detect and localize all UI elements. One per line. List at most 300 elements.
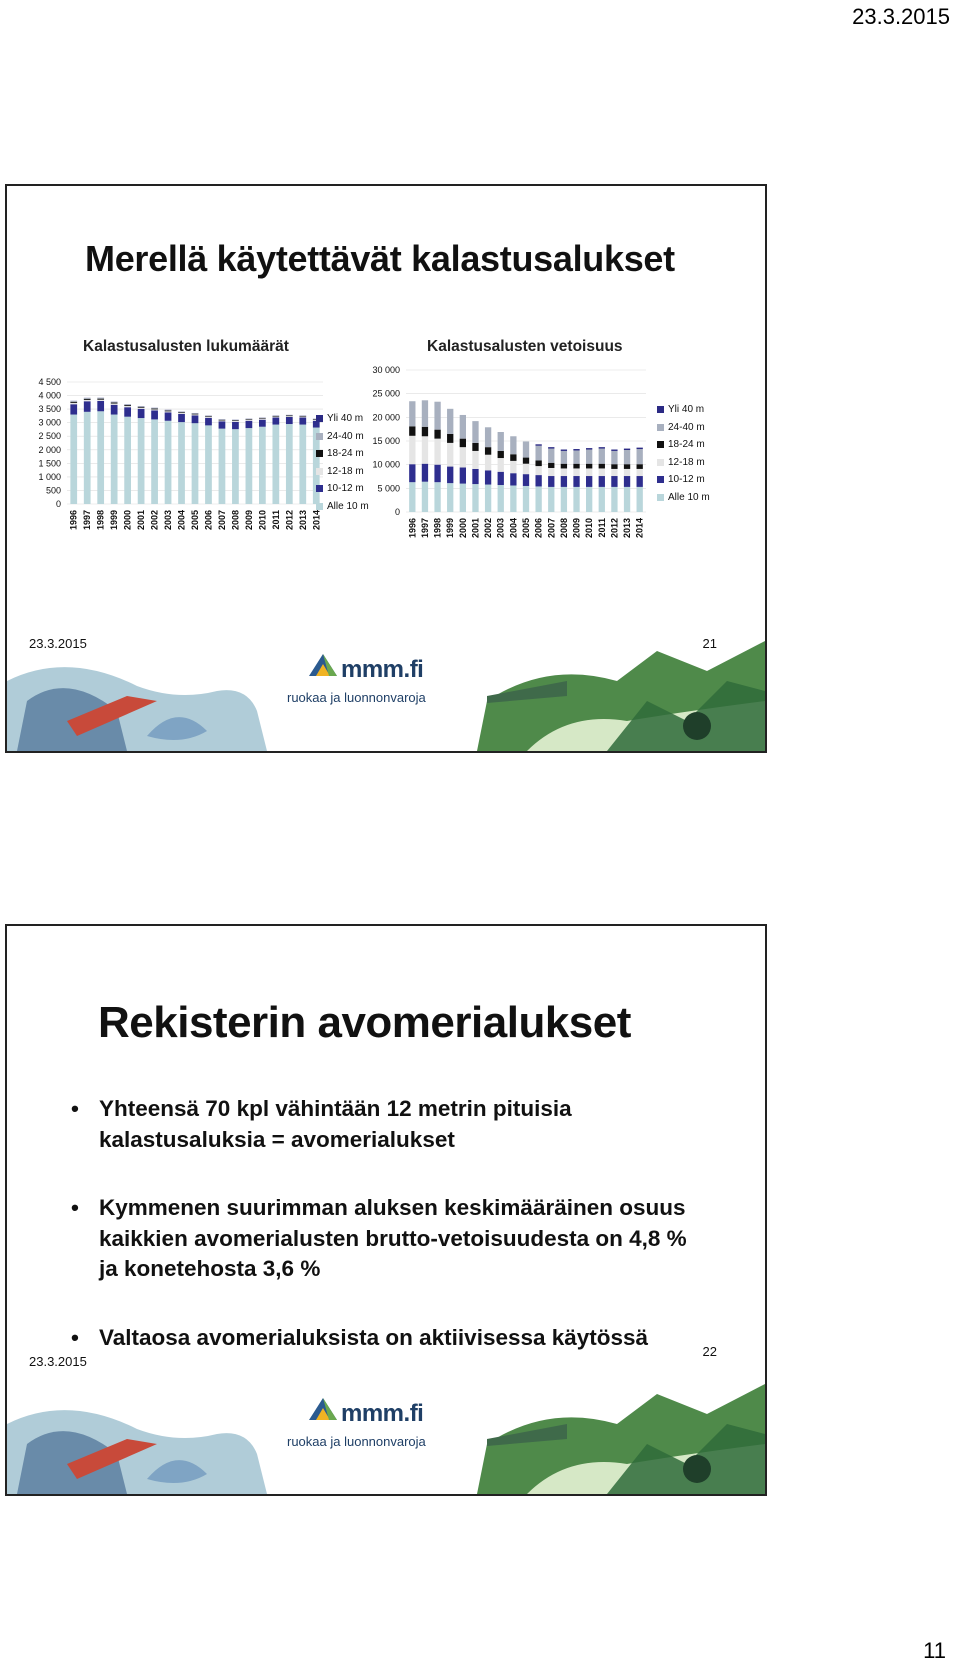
bar-segment	[535, 446, 541, 461]
bar-segment	[111, 402, 118, 403]
bar-segment	[299, 418, 306, 425]
bar-segment	[409, 426, 415, 435]
x-tick-label: 2007	[216, 510, 227, 531]
bar-segment	[111, 405, 118, 415]
chart-vessel-counts	[25, 376, 325, 546]
legend-swatch	[657, 459, 664, 466]
x-tick-label: 2008	[230, 510, 241, 531]
bar-segment	[299, 416, 306, 417]
bar-segment	[165, 411, 172, 412]
bar-segment	[523, 458, 529, 464]
bar-segment	[498, 432, 504, 451]
bar-segment	[286, 417, 293, 424]
bar-segment	[84, 399, 91, 400]
bar-segment	[472, 443, 478, 451]
y-tick-label: 15 000	[372, 436, 400, 446]
chart-title-counts: Kalastusalusten lukumäärät	[83, 338, 289, 355]
slide-22	[5, 924, 767, 1496]
bar-segment	[548, 476, 554, 487]
legend-swatch	[316, 433, 323, 440]
mmm-logo	[287, 650, 426, 705]
page-number: 11	[923, 1638, 946, 1663]
bullet-item	[71, 1323, 711, 1354]
bar-segment	[523, 464, 529, 474]
y-tick-label: 0	[394, 507, 400, 517]
bullet-text: Kymmenen suurimman aluksen keskimääräinen osuus kaikkien avomerialusten brutto-vetoisuudesta on 4,8 % ja konetehosta 3,6 %	[99, 1195, 687, 1281]
legend-label: 12-18 m	[327, 465, 364, 477]
bar-segment	[259, 427, 266, 504]
slide-21	[5, 184, 767, 753]
legend-label: 10-12 m	[668, 474, 705, 486]
bar-segment	[624, 487, 630, 512]
bar-segment	[447, 434, 453, 443]
bar-segment	[192, 423, 199, 504]
bar-segment	[70, 402, 77, 403]
bar-segment	[299, 425, 306, 504]
logo-tagline: ruokaa ja luonnonvaroja	[287, 690, 426, 705]
bar-segment	[151, 419, 158, 504]
logo-name: mmm.fi	[341, 656, 424, 683]
bar-segment	[447, 483, 453, 512]
legend-item	[657, 454, 710, 472]
bar-segment	[165, 412, 172, 420]
bar-segment	[624, 449, 630, 450]
y-tick-label: 1 000	[38, 471, 61, 482]
bar-segment	[219, 421, 226, 428]
y-tick-label: 25 000	[372, 388, 400, 399]
legend-label: Alle 10 m	[668, 491, 710, 503]
y-tick-label: 500	[45, 485, 61, 496]
bar-segment	[178, 413, 185, 414]
bar-segment	[624, 464, 630, 469]
bar-segment	[611, 469, 617, 476]
y-tick-label: 3 500	[38, 404, 61, 415]
bar-segment	[573, 487, 579, 512]
legend-swatch	[316, 415, 323, 422]
bar-segment	[447, 409, 453, 434]
bar-segment	[70, 403, 77, 404]
bar-segment	[447, 467, 453, 484]
bar-segment	[599, 447, 605, 448]
bar-segment	[246, 421, 253, 428]
bar-segment	[138, 409, 145, 418]
bar-segment	[409, 401, 415, 426]
bar-segment	[586, 450, 592, 464]
bar-segment	[422, 427, 428, 436]
bar-segment	[219, 419, 226, 420]
bar-segment	[561, 450, 567, 451]
x-tick-label: 1998	[432, 518, 443, 539]
x-tick-label: 2004	[176, 510, 187, 531]
bar-segment	[151, 410, 158, 419]
slide-number: 22	[702, 1344, 717, 1359]
slide-date: 23.3.2015	[29, 1354, 87, 1369]
bar-segment	[586, 448, 592, 449]
bar-segment	[498, 458, 504, 472]
bar-segment	[460, 468, 466, 484]
bar-segment	[535, 486, 541, 512]
logo-mark-icon	[307, 1394, 339, 1424]
bar-segment	[232, 420, 239, 421]
legend-swatch	[657, 406, 664, 413]
bar-segment	[97, 399, 104, 400]
bar-segment	[219, 420, 226, 421]
x-tick-label: 1997	[82, 510, 93, 531]
legend-label: Yli 40 m	[327, 413, 364, 425]
chart-vessel-tonnage	[361, 362, 651, 547]
bar-segment	[535, 460, 541, 466]
bar-segment	[124, 406, 131, 407]
x-tick-label: 2005	[190, 510, 200, 531]
bar-segment	[472, 469, 478, 484]
y-tick-label: 20 000	[372, 412, 400, 423]
bar-segment	[498, 485, 504, 512]
y-tick-label: 0	[55, 499, 61, 509]
bar-segment	[510, 436, 516, 454]
bar-segment	[561, 451, 567, 464]
bar-segment	[124, 417, 131, 504]
bar-segment	[561, 487, 567, 512]
bar-segment	[138, 406, 145, 407]
bar-segment	[510, 473, 516, 485]
bar-segment	[624, 450, 630, 464]
bar-segment	[637, 449, 643, 464]
bar-segment	[165, 421, 172, 504]
bar-segment	[434, 482, 440, 512]
legend-item	[657, 436, 710, 454]
y-tick-label: 2 500	[38, 431, 61, 442]
bar-segment	[272, 425, 279, 504]
bullet-marker: •	[71, 1324, 79, 1350]
x-tick-label: 2002	[149, 510, 160, 531]
bar-segment	[460, 415, 466, 439]
bar-segment	[219, 429, 226, 504]
x-tick-label: 2003	[495, 518, 506, 539]
bar-segment	[535, 475, 541, 486]
bar-segment	[611, 464, 617, 469]
x-tick-label: 2011	[596, 518, 607, 538]
logo-name: mmm.fi	[341, 1400, 424, 1427]
bar-segment	[192, 413, 199, 414]
bar-segment	[124, 404, 131, 405]
bar-segment	[548, 463, 554, 468]
bar-segment	[599, 464, 605, 469]
bar-segment	[548, 449, 554, 463]
bar-segment	[548, 468, 554, 476]
bar-segment	[70, 404, 77, 414]
bar-segment	[192, 414, 199, 415]
bar-segment	[460, 447, 466, 467]
bar-segment	[624, 476, 630, 487]
bar-segment	[510, 454, 516, 461]
bar-segment	[523, 486, 529, 512]
bar-segment	[561, 476, 567, 487]
x-tick-label: 1999	[109, 510, 120, 531]
bar-segment	[573, 464, 579, 469]
y-tick-label: 5 000	[377, 483, 400, 494]
bar-segment	[259, 418, 266, 419]
logo-tagline: ruokaa ja luonnonvaroja	[287, 1434, 426, 1449]
bullet-text: Valtaosa avomerialuksista on aktiivisessa käytössä	[99, 1324, 649, 1350]
bar-segment	[485, 427, 491, 447]
bar-segment	[422, 400, 428, 427]
legend-label: 12-18 m	[668, 456, 705, 468]
legend-swatch	[316, 485, 323, 492]
bar-segment	[498, 472, 504, 485]
x-tick-label: 2014	[634, 518, 645, 539]
x-tick-label: 2001	[470, 518, 481, 539]
page-date: 23.3.2015	[852, 4, 950, 29]
legend-item	[657, 489, 710, 507]
legend-swatch	[657, 424, 664, 431]
bar-segment	[485, 485, 491, 512]
bar-segment	[246, 419, 253, 420]
bar-segment	[586, 476, 592, 487]
bar-segment	[599, 487, 605, 512]
bar-segment	[586, 464, 592, 469]
slide-title: Rekisterin avomerialukset	[98, 998, 631, 1047]
bar-segment	[232, 421, 239, 422]
bar-segment	[205, 416, 212, 417]
bar-segment	[151, 408, 158, 409]
bar-segment	[485, 455, 491, 471]
bar-segment	[165, 410, 172, 411]
x-tick-label: 2010	[257, 510, 268, 531]
bar-segment	[205, 425, 212, 504]
bar-segment	[138, 407, 145, 408]
bar-segment	[232, 422, 239, 429]
x-tick-label: 1996	[68, 510, 79, 531]
x-tick-label: 2002	[483, 518, 494, 539]
bar-segment	[97, 401, 104, 411]
legend-label: 24-40 m	[668, 421, 705, 433]
legend-label: Alle 10 m	[327, 500, 369, 512]
bar-segment	[434, 465, 440, 483]
legend-label: 24-40 m	[327, 430, 364, 442]
x-tick-label: 2004	[508, 518, 519, 539]
bar-segment	[409, 482, 415, 512]
bar-segment	[561, 468, 567, 476]
x-tick-label: 2006	[203, 510, 214, 531]
bar-segment	[422, 482, 428, 512]
bar-segment	[232, 429, 239, 504]
x-tick-label: 1999	[445, 518, 456, 539]
bar-segment	[138, 408, 145, 409]
legend-item	[657, 401, 710, 419]
bar-segment	[434, 402, 440, 430]
bar-segment	[70, 401, 77, 402]
legend-label: 10-12 m	[327, 483, 364, 495]
bar-segment	[178, 414, 185, 422]
y-tick-label: 30 000	[372, 365, 400, 375]
bar-segment	[637, 464, 643, 469]
bar-segment	[573, 476, 579, 487]
bar-segment	[523, 441, 529, 457]
bar-segment	[485, 470, 491, 484]
bar-segment	[573, 449, 579, 450]
x-tick-label: 2007	[546, 518, 557, 539]
bar-segment	[409, 436, 415, 464]
bar-segment	[599, 449, 605, 464]
legend-swatch	[316, 450, 323, 457]
bar-segment	[422, 464, 428, 482]
y-tick-label: 4 500	[38, 377, 61, 387]
bar-segment	[472, 484, 478, 512]
bar-segment	[637, 487, 643, 512]
bar-segment	[599, 468, 605, 476]
bar-segment	[548, 447, 554, 448]
legend-swatch	[657, 476, 664, 483]
bullet-item	[71, 1193, 711, 1285]
bar-segment	[111, 403, 118, 404]
x-tick-label: 1997	[419, 518, 430, 539]
x-tick-label: 2003	[163, 510, 174, 531]
bar-segment	[523, 474, 529, 486]
bar-segment	[637, 476, 643, 487]
bar-segment	[498, 451, 504, 458]
bar-segment	[510, 461, 516, 473]
bar-segment	[178, 412, 185, 413]
bar-segment	[510, 485, 516, 512]
legend-swatch	[657, 494, 664, 501]
bar-segment	[205, 416, 212, 417]
bar-segment	[97, 400, 104, 401]
bar-segment	[205, 417, 212, 418]
legend-item	[657, 471, 710, 489]
x-tick-label: 2006	[533, 518, 544, 539]
chart-title-tonnage: Kalastusalusten vetoisuus	[427, 338, 623, 355]
bar-segment	[272, 418, 279, 425]
bar-segment	[548, 487, 554, 512]
bar-segment	[97, 398, 104, 399]
bar-segment	[299, 417, 306, 418]
bar-segment	[84, 400, 91, 401]
bar-segment	[472, 421, 478, 443]
legend-item	[657, 419, 710, 437]
logo-mark-icon	[307, 650, 339, 680]
bar-segment	[178, 412, 185, 413]
bar-segment	[624, 469, 630, 476]
slide-title: Merellä käytettävät kalastusalukset	[85, 238, 675, 279]
bullet-list	[71, 1094, 711, 1391]
bullet-marker: •	[71, 1096, 79, 1121]
legend-tonnage	[657, 401, 710, 506]
bar-segment	[561, 464, 567, 469]
bar-segment	[422, 436, 428, 463]
bar-segment	[637, 469, 643, 476]
bar-segment	[272, 417, 279, 418]
x-tick-label: 2001	[136, 510, 147, 531]
bar-segment	[434, 430, 440, 439]
bar-segment	[460, 439, 466, 448]
y-tick-label: 3 000	[38, 417, 61, 428]
bar-segment	[232, 420, 239, 421]
bar-segment	[178, 422, 185, 504]
bar-segment	[84, 401, 91, 412]
x-tick-label: 1998	[95, 510, 106, 531]
bar-segment	[586, 468, 592, 476]
bar-segment	[472, 451, 478, 469]
x-tick-label: 2012	[284, 510, 295, 531]
x-tick-label: 2012	[609, 518, 620, 539]
slide-date: 23.3.2015	[29, 636, 87, 651]
slide-number: 21	[702, 636, 717, 651]
bar-segment	[485, 447, 491, 455]
x-tick-label: 2000	[457, 518, 468, 539]
x-tick-label: 2005	[521, 518, 531, 539]
bar-segment	[586, 487, 592, 512]
bar-segment	[272, 416, 279, 417]
bar-segment	[111, 404, 118, 405]
bar-segment	[409, 464, 415, 482]
bar-segment	[165, 411, 172, 412]
x-tick-label: 2008	[558, 518, 569, 539]
bar-segment	[535, 466, 541, 475]
y-tick-label: 1 500	[38, 458, 61, 469]
bar-segment	[286, 416, 293, 417]
bar-segment	[111, 415, 118, 504]
x-tick-label: 2010	[584, 518, 595, 539]
x-tick-label: 2013	[622, 518, 633, 539]
x-tick-label: 2011	[270, 510, 281, 530]
legend-swatch	[316, 503, 323, 510]
x-tick-label: 1996	[407, 518, 418, 539]
bar-segment	[611, 450, 617, 451]
bar-segment	[460, 484, 466, 512]
bar-segment	[124, 405, 131, 406]
x-tick-label: 2013	[297, 510, 308, 531]
x-tick-label: 2009	[571, 518, 582, 539]
bar-segment	[246, 428, 253, 504]
bar-segment	[97, 411, 104, 504]
bar-segment	[259, 419, 266, 420]
bar-segment	[286, 424, 293, 504]
bar-segment	[434, 439, 440, 465]
legend-swatch	[657, 441, 664, 448]
bar-segment	[637, 448, 643, 449]
bullet-marker: •	[71, 1195, 79, 1220]
x-tick-label: 2014	[311, 510, 322, 531]
bar-segment	[84, 398, 91, 399]
x-tick-label: 2009	[243, 510, 254, 531]
bar-segment	[611, 487, 617, 512]
y-tick-label: 4 000	[38, 390, 61, 401]
bar-segment	[192, 415, 199, 423]
bar-segment	[151, 409, 158, 410]
bullet-text: Yhteensä 70 kpl vähintään 12 metrin pituisia kalastusaluksia = avomerialukset	[99, 1096, 572, 1152]
bar-segment	[124, 407, 131, 416]
legend-swatch	[316, 468, 323, 475]
bar-segment	[611, 451, 617, 464]
x-tick-label: 2000	[122, 510, 133, 531]
legend-label: 18-24 m	[327, 448, 364, 460]
bar-segment	[447, 443, 453, 467]
bar-segment	[219, 420, 226, 421]
bar-segment	[599, 476, 605, 487]
mmm-logo	[287, 1394, 426, 1449]
bar-segment	[573, 450, 579, 463]
bar-segment	[246, 420, 253, 421]
bar-segment	[138, 418, 145, 504]
bar-segment	[259, 420, 266, 427]
y-tick-label: 2 000	[38, 444, 61, 455]
bar-segment	[205, 418, 212, 426]
y-tick-label: 10 000	[372, 459, 400, 470]
bar-segment	[535, 444, 541, 445]
bar-segment	[573, 468, 579, 476]
legend-label: Yli 40 m	[668, 404, 705, 416]
legend-label: 18-24 m	[668, 439, 705, 451]
